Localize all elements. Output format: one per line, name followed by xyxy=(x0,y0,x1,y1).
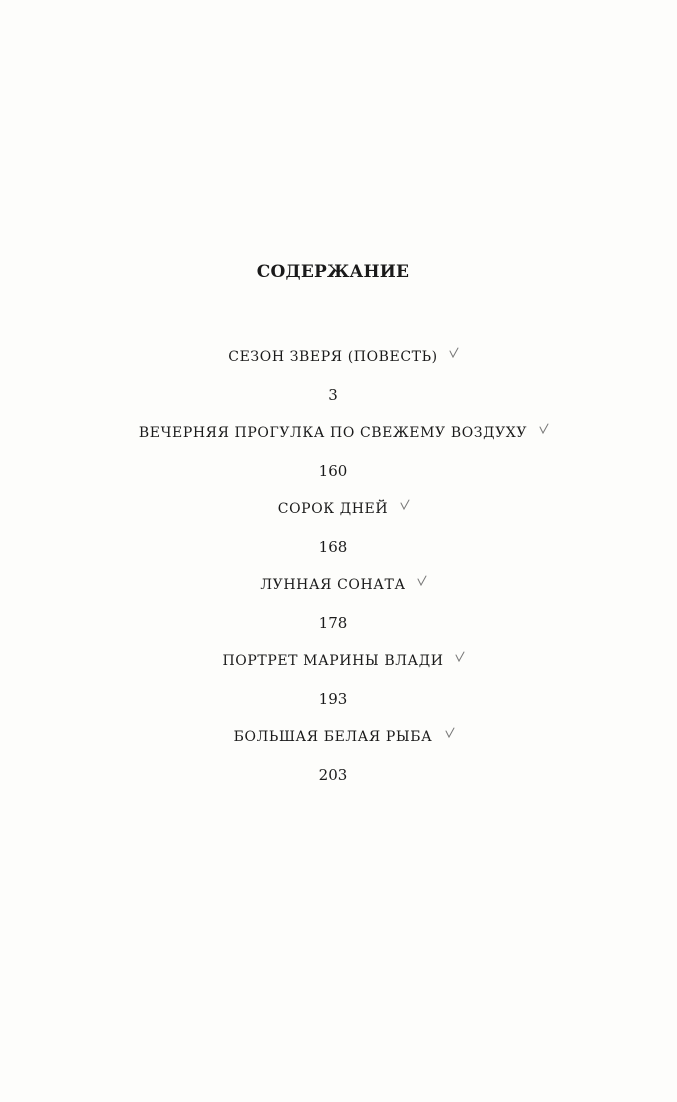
toc-entry-page-number: 160 xyxy=(318,462,348,480)
handwritten-check-icon xyxy=(400,499,410,511)
toc-entry-page-number: 168 xyxy=(318,538,348,556)
handwritten-check-icon xyxy=(455,651,465,663)
toc-entry-title-row xyxy=(0,572,666,598)
toc-entry-title: СЕЗОН ЗВЕРЯ (ПОВЕСТЬ) xyxy=(228,344,437,370)
handwritten-check-icon xyxy=(539,423,549,435)
toc-entry-title-row xyxy=(0,496,666,522)
toc-entry-title-row xyxy=(0,724,666,750)
toc-entry-title: ЛУННАЯ СОНАТА xyxy=(260,572,405,598)
toc-entry xyxy=(0,724,666,800)
handwritten-check-icon xyxy=(445,727,455,739)
toc-entry-title: БОЛЬШАЯ БЕЛАЯ РЫБА xyxy=(234,724,433,750)
toc-entry xyxy=(0,648,666,724)
page-title: СОДЕРЖАНИЕ xyxy=(256,262,410,282)
toc-entry-title-row xyxy=(0,420,666,446)
toc-entry-title-row xyxy=(0,648,666,674)
toc-entry-page-number: 193 xyxy=(318,690,348,708)
toc-entry-title: ПОРТРЕТ МАРИНЫ ВЛАДИ xyxy=(222,648,443,674)
toc-entry-page-number: 178 xyxy=(318,614,348,632)
toc-entry xyxy=(0,572,666,648)
handwritten-check-icon xyxy=(449,347,459,359)
toc-entry-page-number: 3 xyxy=(328,386,338,404)
toc-entry-title: СОРОК ДНЕЙ xyxy=(278,496,388,522)
toc-entry-title-row xyxy=(0,344,666,370)
toc-entry-title: ВЕЧЕРНЯЯ ПРОГУЛКА ПО СВЕЖЕМУ ВОЗДУХУ xyxy=(139,420,527,446)
toc-entry xyxy=(0,344,666,420)
handwritten-check-icon xyxy=(417,575,427,587)
toc-entry-page-number: 203 xyxy=(318,766,348,784)
toc-entry xyxy=(0,496,666,572)
toc-entry xyxy=(0,420,666,496)
table-of-contents xyxy=(0,344,666,800)
